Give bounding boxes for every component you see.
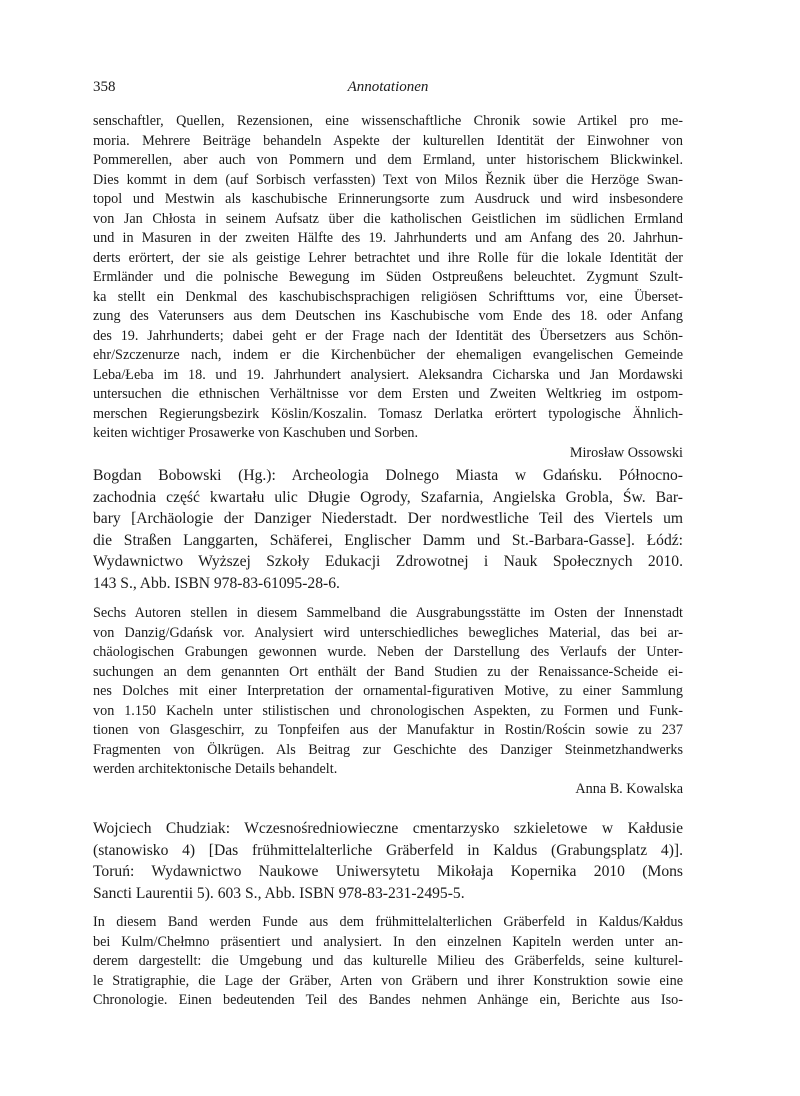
page-header [93, 79, 683, 101]
citation-line: Wydawnictwo Wyższej Szkoły Edukacji Zdrowotnej i Nauk Społecznych 2010. [93, 553, 683, 571]
citation-line: Toruń: Wydawnictwo Naukowe Uniwersytetu Mikołaja Kopernika 2010 (Mons [93, 863, 683, 881]
review-continuation-text [93, 112, 683, 444]
text-line: Sechs Autoren stellen in diesem Sammelband die Ausgrabungsstätte im Osten der Innenstadt [93, 605, 683, 621]
citation-line: die Straßen Langgarten, Schäferei, Englischer Damm und St.-Barbara-Gasse]. Łódź: [93, 531, 683, 549]
reviewer-signature: Mirosław Ossowski [569, 444, 683, 461]
text-line: Dies kommt in dem (auf Sorbisch verfassten) Text von Milos Řeznik über die Herzöge Swan- [93, 171, 683, 188]
citation-line: zachodnia część kwartału ulic Długie Ogrody, Szafarnia, Angielska Grobla, Św. Bar- [93, 488, 683, 506]
entry-citation-text [93, 818, 683, 904]
text-line: Pommerellen, aber auch von Pommern und dem Ermland, unter historischem Blickwinkel. [93, 152, 683, 168]
text-line: zung des Vaterunsers aus dem Deutschen ins Kaschubische vom Ende des 18. oder Anfang [93, 308, 683, 324]
text-line: tionen von Glasgeschirr, zu Tonpfeifen aus der Manufaktur in Rostin/Rościn sowie zu 237 [93, 722, 683, 738]
text-line: keiten wichtiger Prosawerke von Kaschuben und Sorben. [93, 425, 419, 441]
entry-review [93, 913, 683, 1011]
entry-review-text [93, 913, 683, 1011]
text-line: moria. Mehrere Beiträge behandeln Aspekte der kulturellen Identität der Einwohner von [93, 132, 683, 149]
text-line: derts erörtert, der sie als geistige Lehrer betrachtet und ihre Rolle für die lokale Identität der [93, 249, 683, 266]
text-line: In diesem Band werden Funde aus dem frühmittelalterlichen Gräberfeld in Kaldus/Kałdus [93, 914, 683, 930]
text-line: ka stellt ein Denkmal des kaschubischsprachigen religiösen Schrifttums vor, eine Überset- [93, 288, 683, 305]
entry-review-text [93, 604, 683, 780]
text-line: merschen Regierungsbezirk Köslin/Koszalin. Tomasz Derlatka erörtert typologische Ähnlich- [93, 405, 683, 422]
text-line: Chronologie. Einen bedeutenden Teil des Bandes nehmen Anhänge ein, Berichte aus Iso- [93, 992, 683, 1008]
entry-citation [93, 818, 683, 904]
text-line: derem dargestellt: die Umgebung und das kulturelle Milieu des Gräberfelds, seine kulturel- [93, 953, 683, 969]
entry-review [93, 604, 683, 799]
text-line: und in Masuren in der zweiten Hälfte des 19. Jahrhunderts und am Anfang des 20. Jahrhun- [93, 230, 683, 246]
review-continuation [93, 112, 683, 463]
entry-citation [93, 465, 683, 595]
text-line: des 19. Jahrhunderts; dabei geht er der Frage nach der Identität des Übersetzers aus Schön- [93, 327, 683, 344]
text-line: von Jan Chłosta in seinem Aufsatz über die katholischen Geistlichen im südlichen Ermland [93, 210, 683, 227]
text-line: ehr/Szczenurze nach, indem er die Kirchenbücher der ehemaligen evangelischen Gemeinde [93, 347, 683, 363]
text-line: werden architektonische Details behandelt. [93, 761, 338, 777]
text-line: nes Dolches mit einer Interpretation der ornamental-figurativen Motive, zu einer Sammlung [93, 683, 683, 699]
text-line: von Danzig/Gdańsk vor. Analysiert wird unterschiedliches bewegliches Material, das bei ar- [93, 624, 683, 641]
text-line: chäologischen Grabungen gewonnen wurde. Neben der Darstellung des Verlaufs der Unter- [93, 644, 683, 660]
text-line: senschaftler, Quellen, Rezensionen, eine wissenschaftliche Chronik sowie Artikel pro me- [93, 113, 683, 129]
entry-citation-text [93, 465, 683, 595]
citation-line: Bogdan Bobowski (Hg.): Archeologia Dolnego Miasta w Gdańsku. Północno- [93, 467, 683, 484]
citation-line: (stanowisko 4) [Das frühmittelalterliche Gräberfeld in Kaldus (Grabungsplatz 4)]. [93, 841, 683, 859]
text-line: Fragmenten von Ölkrügen. Als Beitrag zur Geschichte des Danziger Steinmetzhandwerks [93, 741, 683, 758]
reviewer-signature: Anna B. Kowalska [575, 780, 683, 797]
text-line: Ermländer und die polnische Bewegung im Süden Ostpreußens beleuchtet. Zygmunt Szult- [93, 269, 683, 285]
text-line: suchungen an dem genannten Ort enthält der Band Studien zu der Renaissance-Scheide ei- [93, 663, 683, 680]
text-line: topol und Mestwin als kaschubische Erinnerungsorte zum Ausdruck und wird insbesondere [93, 191, 683, 207]
page-number: 358 [93, 79, 116, 95]
text-line: von 1.150 Kacheln unter stilistischen und chronologischen Aspekten, zu Formen und Funk- [93, 702, 683, 719]
citation-line: Sancti Laurentii 5). 603 S., Abb. ISBN 978-83-231-2495-5. [93, 884, 465, 902]
citation-line: Wojciech Chudziak: Wczesnośredniowieczne cmentarzysko szkieletowe w Kałdusie [93, 820, 683, 837]
text-line: Leba/Łeba im 18. und 19. Jahrhundert analysiert. Aleksandra Cicharska und Jan Mordawski [93, 366, 683, 383]
running-title: Annotationen [347, 79, 429, 95]
text-line: le Stratigraphie, die Lage der Gräber, Arten von Gräbern und ihrer Konstruktion sowie eine [93, 972, 683, 989]
text-line: bei Kulm/Chełmno präsentiert und analysiert. In den einzelnen Kapiteln werden unter an- [93, 933, 683, 950]
citation-line: 143 S., Abb. ISBN 978-83-61095-28-6. [93, 574, 340, 592]
text-line: untersuchen die ethnischen Verhältnisse vor dem Ersten und Zweiten Weltkrieg im ostpom- [93, 386, 683, 402]
citation-line: bary [Archäologie der Danziger Niederstadt. Der nordwestliche Teil des Viertels um [93, 510, 683, 528]
